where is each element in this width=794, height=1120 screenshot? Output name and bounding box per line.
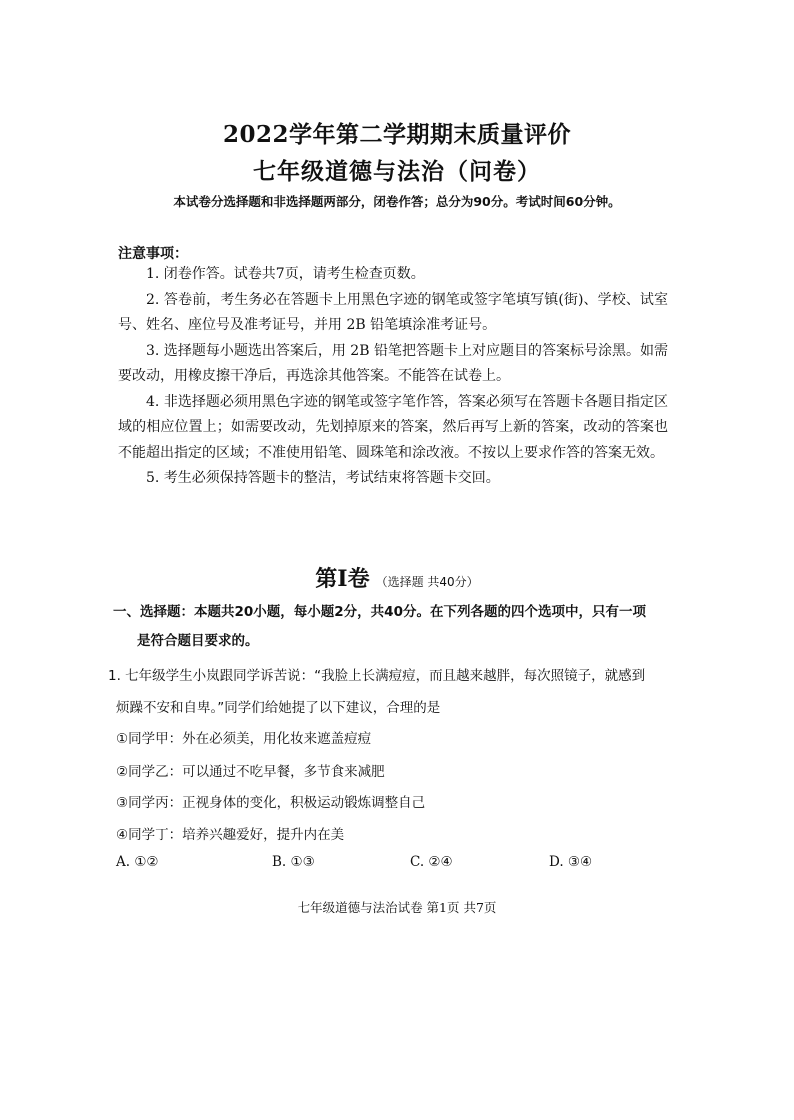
statement-item: ④同学丁：培养兴趣爱好，提升内在美 xyxy=(116,827,345,843)
statement-item: ③同学丙：正视身体的变化，积极运动锻炼调整自己 xyxy=(116,795,426,811)
exam-intro: 本试卷分选择题和非选择题两部分，闭卷作答；总分为90分。考试时间60分钟。 xyxy=(173,194,621,209)
question-1-stem xyxy=(108,660,676,724)
question-stem-line: 1. 七年级学生小岚跟同学诉苦说：“我脸上长满痘痘，而且越来越胖，每次照镜子，就感到 xyxy=(108,668,646,684)
question-stem-line: 烦躁不安和自卑。”同学们给她提了以下建议，合理的是 xyxy=(116,700,441,716)
note-item: 4. 非选择题必须用黑色字迹的钢笔或签字笔作答，答案必须写在答题卡各题目指定区域的相应位置上；如需要改动，先划掉原来的答案，然后再写上新的答案，改动的答案也不能超出指定的区域；不准使用铅笔、圆珠笔和涂改液。不按以上要求作答的答案无效。 xyxy=(118,393,668,461)
choice-d: D. ③④ xyxy=(549,854,593,870)
instructions-line: 是符合题目要求的。 xyxy=(137,633,259,649)
statement-item: ②同学乙：可以通过不吃早餐，多节食来减肥 xyxy=(116,764,385,780)
statement-item: ①同学甲：外在必须美，用化妆来遮盖痘痘 xyxy=(116,731,372,747)
exam-subtitle: 七年级道德与法治（问卷） xyxy=(253,158,541,185)
page-footer: 七年级道德与法治试卷 第1页 共7页 xyxy=(297,900,497,915)
notes-list xyxy=(118,262,668,492)
note-item: 1. 闭卷作答。试卷共7页，请考生检查页数。 xyxy=(146,266,425,282)
answer-choices xyxy=(116,854,676,878)
note-item: 5. 考生必须保持答题卡的整洁，考试结束将答题卡交回。 xyxy=(146,470,500,486)
choice-a: A. ①② xyxy=(116,854,159,870)
choice-c: C. ②④ xyxy=(410,854,453,870)
section-title xyxy=(0,562,794,593)
note-item: 3. 选择题每小题选出答案后，用 2B 铅笔把答题卡上对应题目的答案标号涂黑。如需要改动，用橡皮擦干净后，再选涂其他答案。不能答在试卷上。 xyxy=(118,342,668,384)
instructions-line: 一、选择题：本题共20小题，每小题2分，共40分。在下列各题的四个选项中，只有一项 xyxy=(113,604,646,620)
section-title-main: 第Ⅰ卷 xyxy=(315,566,370,592)
exam-title: 2022学年第二学期期末质量评价 xyxy=(222,121,571,148)
note-item: 2. 答卷前，考生务必在答题卡上用黑色字迹的钢笔或签字笔填写镇(街)、学校、试室号、姓名、座位号及准考证号，并用 2B 铅笔填涂准考证号。 xyxy=(118,291,668,333)
section-instructions xyxy=(113,598,673,656)
choice-b: B. ①③ xyxy=(272,854,315,870)
notes-heading: 注意事项： xyxy=(118,246,188,262)
section-title-sub: （选择题 共40分） xyxy=(375,575,479,589)
